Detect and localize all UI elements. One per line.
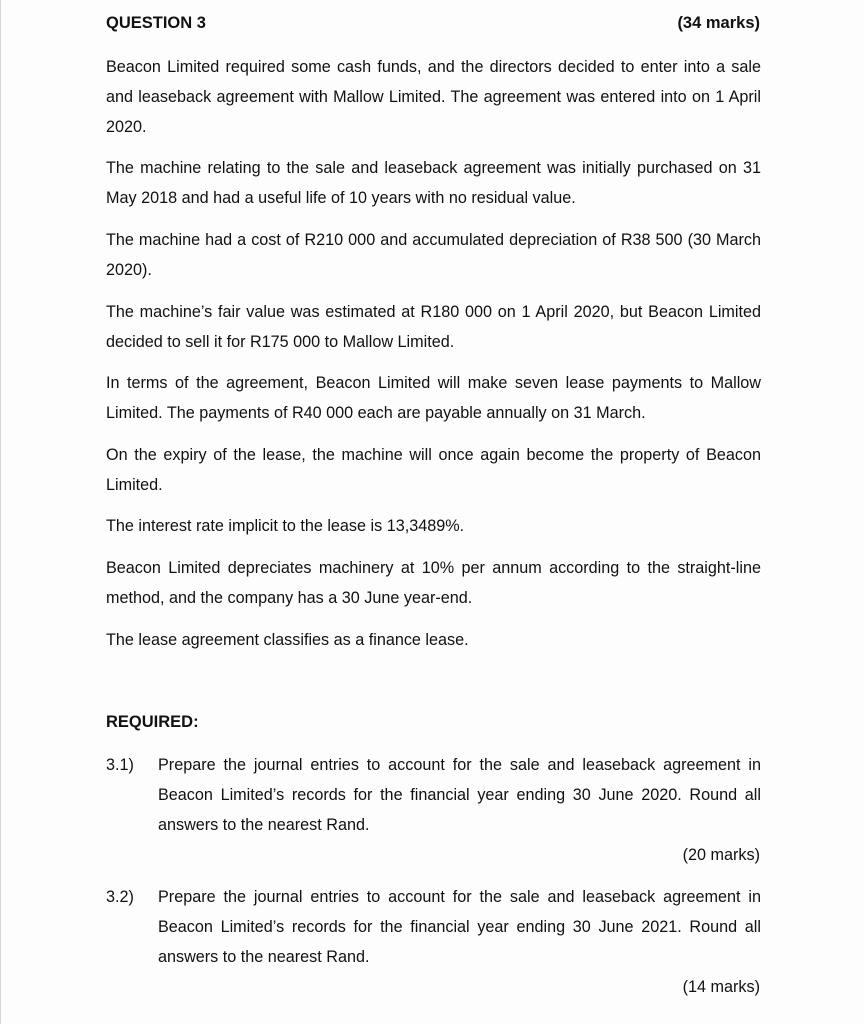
question-item-3-1 — [106, 750, 761, 842]
required-heading: REQUIRED: — [106, 713, 199, 731]
total-marks: (34 marks) — [677, 14, 760, 32]
paragraph-interest-rate: The interest rate implicit to the lease is 13,3489%. — [106, 517, 465, 535]
paragraph-purchase: The machine relating to the sale and leaseback agreement was initially purchased on 31 May 2018 and had a useful life of 10 years with no residual value. — [106, 159, 761, 207]
question-marks-3-2: (14 marks) — [682, 978, 760, 996]
paragraph-cost: The machine had a cost of R210 000 and accumulated depreciation of R38 500 (30 March 2020). — [106, 231, 761, 279]
paragraph-depreciation: Beacon Limited depreciates machinery at 10% per annum according to the straight-line method, and the company has a 30 June year-end. — [106, 559, 761, 607]
question-marks-3-1: (20 marks) — [682, 846, 760, 864]
question-number: 3.1) — [106, 756, 134, 774]
question-title: QUESTION 3 — [106, 14, 206, 32]
paragraph-lease-payments: In terms of the agreement, Beacon Limited will make seven lease payments to Mallow Limited. The payments of R40 000 each are payable annually on 31 March. — [106, 374, 761, 422]
paragraph-expiry: On the expiry of the lease, the machine will once again become the property of Beacon Limited. — [106, 446, 761, 494]
question-text: Prepare the journal entries to account for the sale and leaseback agreement in Beacon Limited’s records for the financial year ending 30 June 2021. Round all answers to the nearest Rand. — [158, 888, 761, 966]
paragraph-classification: The lease agreement classifies as a finance lease. — [106, 631, 469, 649]
question-item-3-2 — [106, 882, 761, 974]
question-number: 3.2) — [106, 888, 134, 906]
question-header — [106, 14, 760, 36]
question-text: Prepare the journal entries to account for the sale and leaseback agreement in Beacon Limited’s records for the financial year ending 30 June 2020. Round all answers to the nearest Rand. — [158, 756, 761, 834]
paragraph-fair-value: The machine’s fair value was estimated at R180 000 on 1 April 2020, but Beacon Limited decided to sell it for R175 000 to Mallow Limited. — [106, 303, 761, 351]
paragraph-intro: Beacon Limited required some cash funds, and the directors decided to enter into a sale and leaseback agreement with Mallow Limited. The agreement was entered into on 1 April 2020. — [106, 58, 761, 136]
